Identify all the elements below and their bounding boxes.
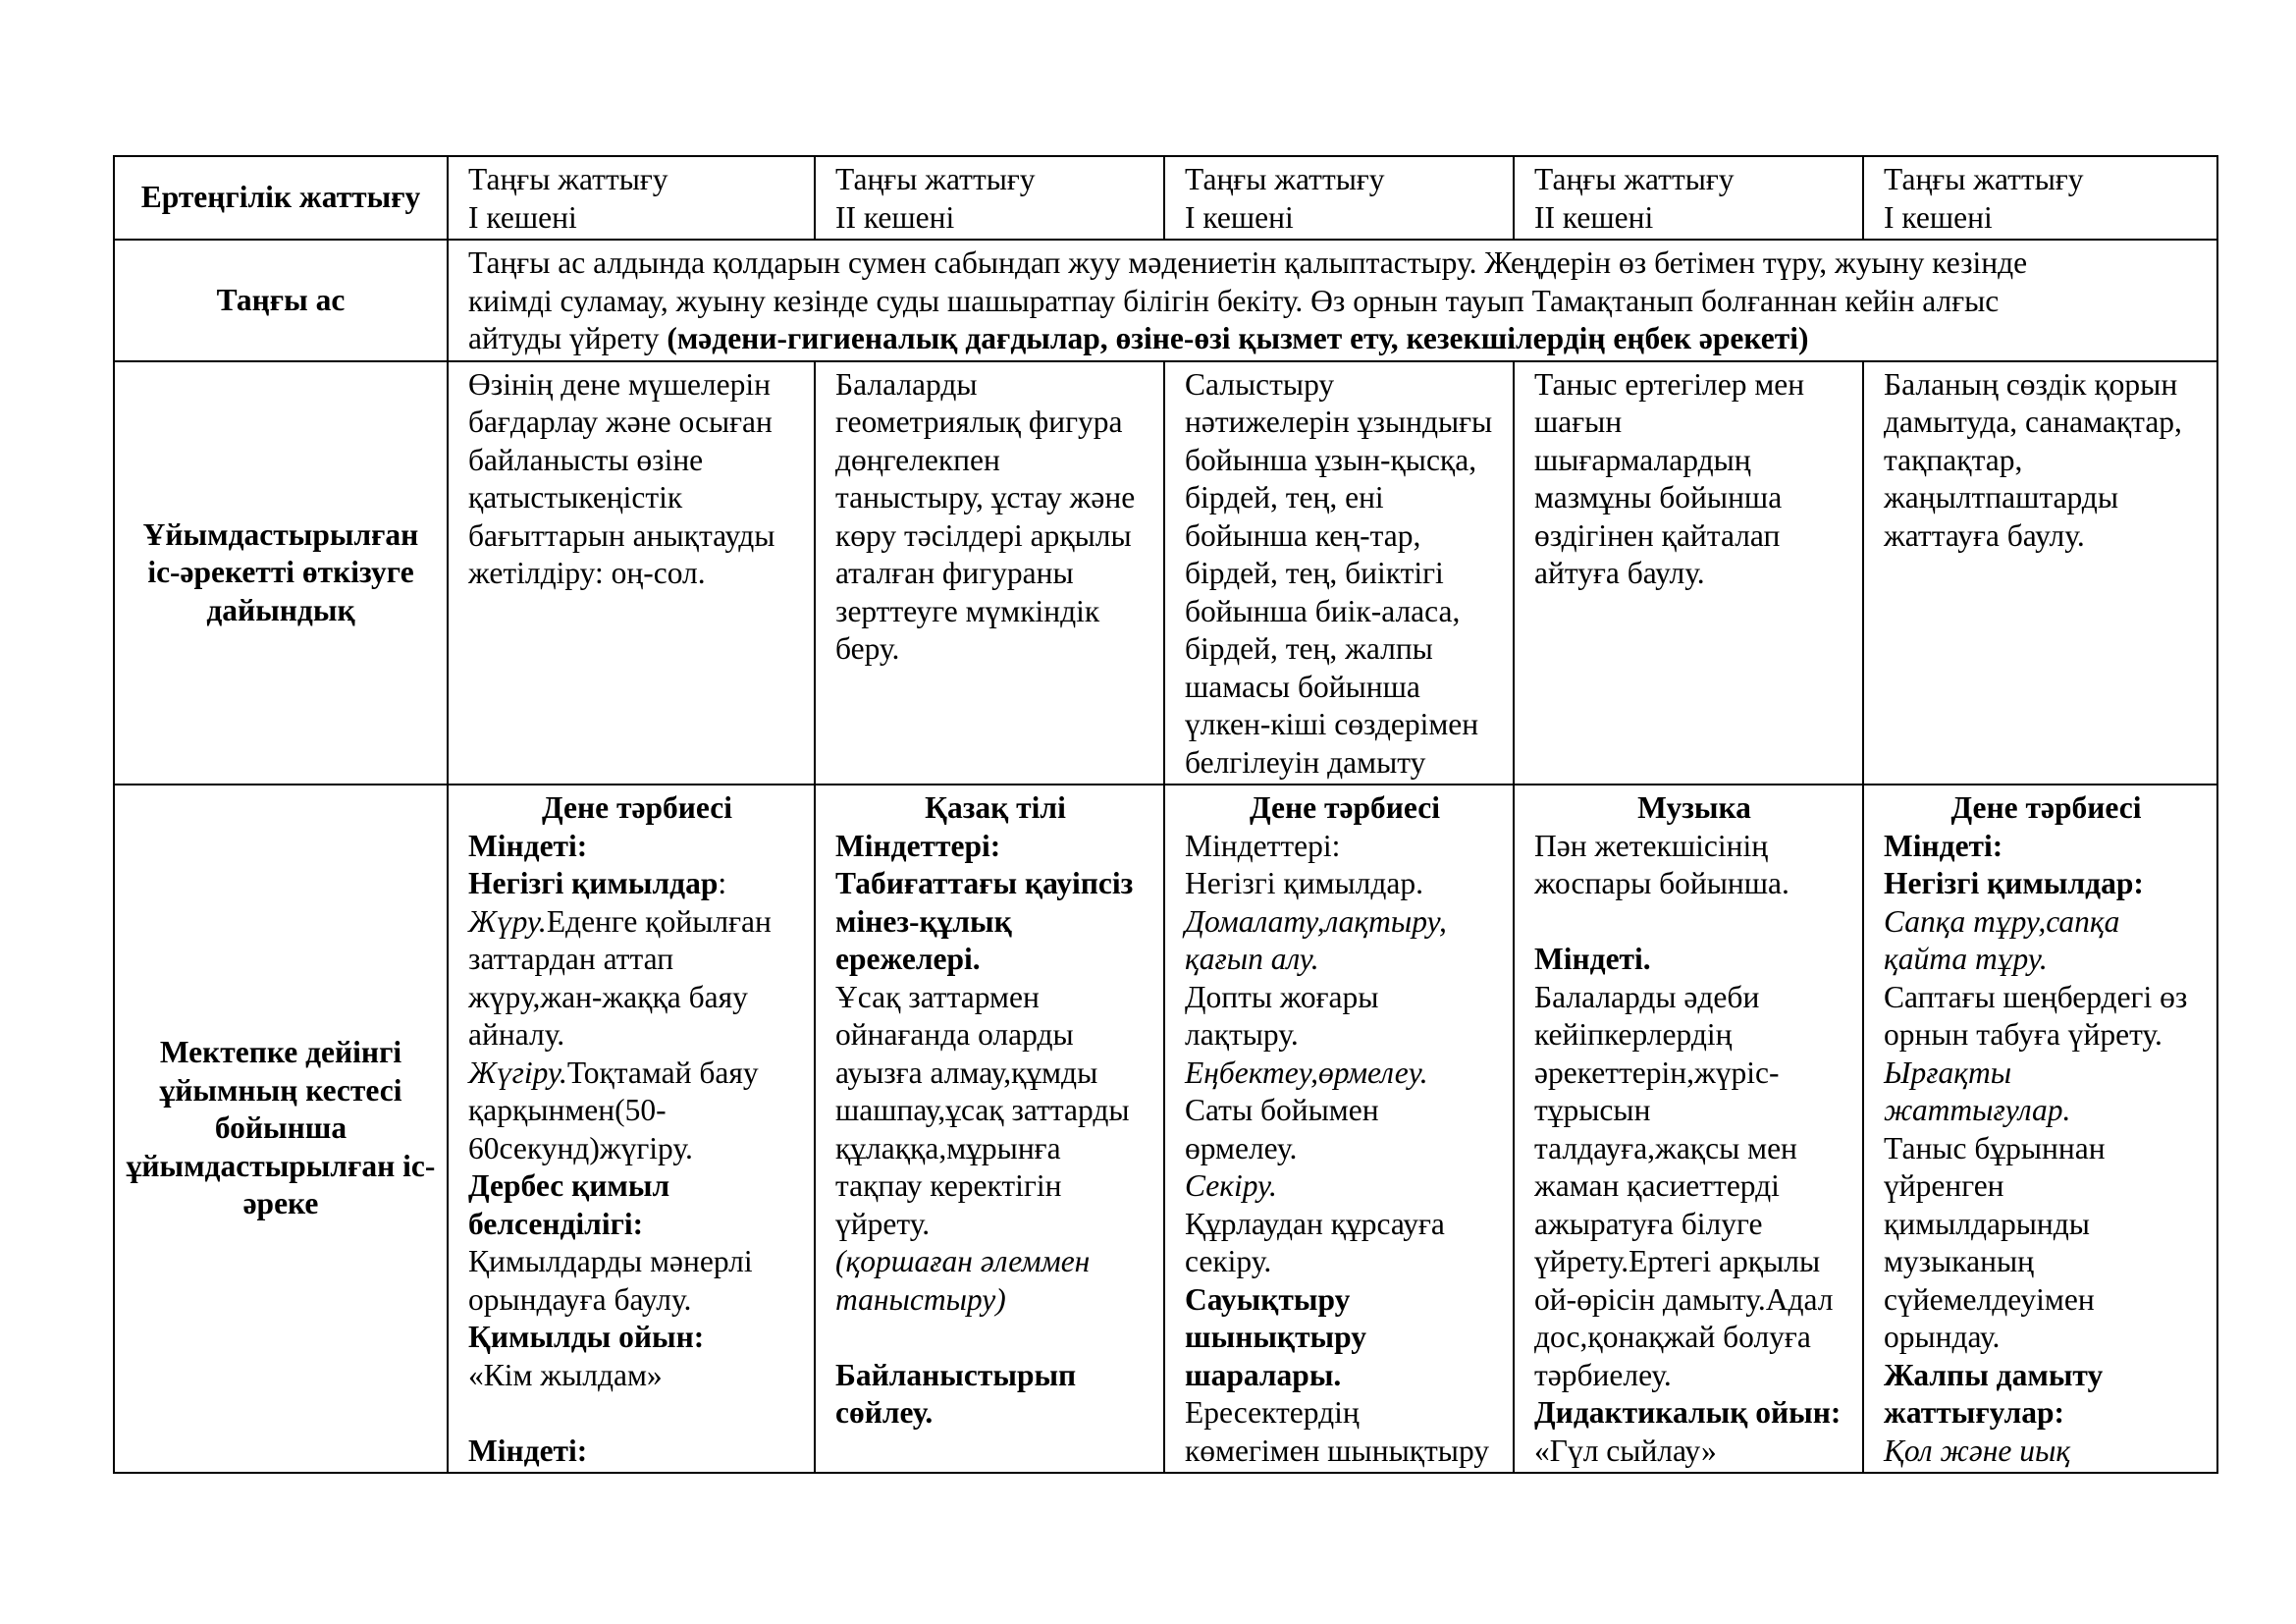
cell-text-line: Міндеті:	[468, 828, 588, 863]
cell-text-line: үйрету.	[835, 1206, 931, 1241]
cell-text-line: Міндеті:	[1884, 828, 2003, 863]
cell-text-line: «Гүл сыйлау»	[1534, 1433, 1717, 1468]
cell-prep-3	[1164, 361, 1514, 785]
cell-text-line: :	[718, 866, 727, 900]
breakfast-skills-note: (мәдени-гигиеналық дағдылар, өзіне-өзі қызмет ету, кезекшілердің еңбек әрекеті)	[667, 321, 1809, 355]
cell-text-line: бойынша биік-аласа,	[1185, 593, 1461, 628]
cell-text-line: көмегімен шынықтыру	[1185, 1433, 1490, 1468]
cell-text-line: бойынша кең-тар,	[1185, 517, 1421, 553]
cell-text-line: Жүру.	[468, 903, 547, 939]
cell-text-line: дос,қонақжай болуға	[1534, 1320, 1811, 1354]
cell-text-line: мазмұны бойынша	[1534, 480, 1783, 514]
cell-activity-music	[1514, 785, 1863, 1473]
cell-exercise-4	[1514, 156, 1863, 240]
cell-text-line: киімді суламау, жуыну кезінде суды шашыратпау білігін бекіту. Өз орнын тауып Тамақтанып болғаннан кейін алғыс	[468, 283, 2000, 318]
cell-text-line: орнын табуға үйрету.	[1884, 1017, 2163, 1052]
cell-text-line: геометриялық фигура	[835, 405, 1123, 439]
row-header-organized-activity	[114, 785, 448, 1473]
cell-text-line: таныстыру)	[835, 1281, 1006, 1317]
row-header-breakfast: Таңғы ас	[114, 240, 448, 361]
cell-text-line: тәрбиелеу.	[1534, 1357, 1672, 1392]
cell-text-line: Міндеті.	[1534, 942, 1651, 976]
cell-text-line: Таныс бұрыннан	[1884, 1130, 2106, 1165]
cell-text-line: ұйымдастырылған іс-	[126, 1148, 436, 1183]
cell-text-line: іс-әрекетті өткізуге	[147, 555, 414, 589]
cell-text-line: Құрлаудан құрсауға	[1185, 1206, 1445, 1241]
cell-exercise-2	[815, 156, 1164, 240]
cell-text-line: Таңғы жаттығу	[1884, 162, 2084, 196]
blank-line	[1534, 903, 1854, 942]
row-header-morning-exercise: Ертеңгілік жаттығу	[114, 156, 448, 240]
cell-text-line: Таныс ертегілер мен	[1534, 366, 1805, 402]
cell-text-line: қарқынмен(50-	[468, 1093, 667, 1127]
cell-text-line: Негізгі қимылдар:	[1884, 866, 2144, 900]
cell-text-line: Таңғы ас алдында қолдарын сумен сабындап жуу мәдениетін қалыптастыру. Жеңдерін өз бетімен түру, жуыну кезінде	[468, 245, 2028, 280]
cell-text-line: Дидактикалық ойын:	[1534, 1395, 1842, 1430]
cell-text-line: І кешені	[468, 199, 577, 235]
cell-text-line: Мектепке дейінгі	[159, 1035, 402, 1070]
blank-line	[835, 1319, 1155, 1357]
cell-exercise-5	[1863, 156, 2217, 240]
cell-text-line: шынықтыру	[1185, 1320, 1367, 1354]
cell-prep-5	[1863, 361, 2217, 785]
cell-text-line: ойнағанда оларды	[835, 1017, 1074, 1052]
cell-text-line: жетілдіру: оң-сол.	[468, 556, 706, 590]
cell-text-line: Еңбектеу,өрмелеу.	[1185, 1055, 1428, 1090]
subject-title: Дене тәрбиесі	[1249, 790, 1440, 825]
cell-text-line: Байланыстырып	[835, 1357, 1077, 1392]
cell-activity-physical-2	[1164, 785, 1514, 1473]
cell-text-line: Ересектердің	[1185, 1395, 1360, 1430]
schedule-table	[113, 155, 2218, 1474]
cell-text-line: орындауға баулу.	[468, 1281, 692, 1317]
cell-text-line: бірдей, тең, биіктігі	[1185, 556, 1444, 590]
cell-text-line: Ұйымдастырылған	[142, 516, 419, 552]
cell-text-line: Табиғаттағы қауіпсіз	[835, 866, 1134, 900]
cell-text-line: қатыстыкеңістік	[468, 480, 683, 514]
cell-prep-2	[815, 361, 1164, 785]
cell-text-line: Сауықтыру	[1185, 1281, 1351, 1317]
cell-text-line: бағдарлау және осыған	[468, 405, 773, 439]
subject-title: Музыка	[1637, 790, 1751, 825]
cell-text-line: әрекеттерін,жүріс-	[1534, 1055, 1780, 1090]
row-organized-activity	[114, 785, 2217, 1473]
cell-exercise-3	[1164, 156, 1514, 240]
cell-text-line: беру.	[835, 631, 900, 666]
cell-text-line: Негізгі қимылдар	[468, 866, 719, 900]
cell-text-line: Ырғақты	[1884, 1055, 2012, 1090]
cell-text-line: ауызға алмау,құмды	[835, 1055, 1098, 1090]
cell-text-line: музыканың	[1884, 1244, 2034, 1278]
cell-text-line: Қимылдарды мәнерлі	[468, 1244, 753, 1278]
cell-text-line: І кешені	[1185, 199, 1294, 235]
cell-text-line: орындау.	[1884, 1320, 2001, 1354]
cell-text-line: Міндеттері:	[835, 828, 1001, 863]
cell-text-line: Жалпы дамыту	[1884, 1357, 2104, 1392]
cell-text-line: Саптағы шеңбердегі өз	[1884, 979, 2188, 1014]
cell-text-line: жүру,жан-жаққа баяу	[468, 979, 748, 1014]
cell-text-line: жоспары бойынша.	[1534, 866, 1789, 900]
cell-text-line: Ұсақ заттармен	[835, 979, 1040, 1014]
cell-text-line: Таңғы жаттығу	[1185, 162, 1385, 196]
cell-text-line: Тоқтамай баяу	[566, 1055, 759, 1090]
cell-text-line: Еденге қойылған	[546, 903, 772, 939]
cell-text-line: қайта тұру.	[1884, 942, 2048, 976]
cell-text-line: секіру.	[1185, 1244, 1272, 1278]
cell-text-line: бойынша	[214, 1110, 347, 1146]
cell-text-line: Міндеті:	[468, 1433, 588, 1468]
cell-text-line: Баланың сөздік қорын	[1884, 366, 2178, 402]
cell-text-line: дайындық	[206, 592, 355, 627]
cell-breakfast-text	[448, 240, 2217, 361]
cell-text-line: ұйымның кестесі	[159, 1072, 402, 1108]
cell-text-line: Таңғы жаттығу	[1534, 162, 1735, 196]
cell-text-line: белсенділігі:	[468, 1206, 644, 1241]
cell-prep-4	[1514, 361, 1863, 785]
cell-prep-1	[448, 361, 815, 785]
cell-text-line: Өзінің дене мүшелерін	[468, 366, 771, 402]
cell-text-line: үйренген	[1884, 1168, 2004, 1203]
cell-text-line: Қимылды ойын:	[468, 1320, 705, 1354]
cell-exercise-1	[448, 156, 815, 240]
subject-title: Қазақ тілі	[925, 790, 1066, 825]
cell-text-line: кейіпкерлердің	[1534, 1017, 1733, 1052]
cell-text-line: «Кім жылдам»	[468, 1357, 663, 1392]
cell-text-line: ережелері.	[835, 942, 981, 976]
cell-text-line: нәтижелерін ұзындығы	[1185, 405, 1493, 439]
cell-text-line: Қол және иық	[1884, 1433, 2071, 1468]
cell-text-line: Негізгі қимылдар.	[1185, 866, 1424, 900]
cell-text-line: ой-өрісін дамыту.Адал	[1534, 1281, 1834, 1317]
cell-text-line: әреке	[242, 1186, 319, 1221]
cell-text-line: шығармалардың	[1534, 442, 1751, 477]
cell-text-line: тақпау керектігін	[835, 1168, 1062, 1203]
blank-line	[468, 1394, 806, 1433]
cell-text-line: Міндеттері:	[1185, 828, 1341, 863]
cell-text-line: ажыратуға білуге	[1534, 1206, 1763, 1241]
cell-activity-kazakh	[815, 785, 1164, 1473]
cell-text-line: зерттеуге мүмкіндік	[835, 593, 1100, 628]
cell-text-line: жаттығулар:	[1884, 1395, 2065, 1430]
row-header-preparation	[114, 361, 448, 785]
cell-activity-physical-3	[1863, 785, 2217, 1473]
cell-text-line: Таңғы жаттығу	[835, 162, 1036, 196]
cell-text-line: байланысты өзіне	[468, 442, 704, 477]
cell-text-line: шашпау,ұсақ заттарды	[835, 1093, 1130, 1127]
cell-text-line: заттардан аттап	[468, 942, 674, 976]
cell-text-line: бағыттарын анықтауды	[468, 517, 775, 553]
cell-text-line: мінез-құлық	[835, 903, 1012, 939]
cell-text-line: сөйлеу.	[835, 1395, 934, 1430]
cell-text-line: тұрысын	[1534, 1093, 1651, 1127]
row-morning-exercise	[114, 156, 2217, 240]
cell-text-line: белгілеуін дамыту	[1185, 744, 1426, 780]
cell-text-line: І кешені	[1884, 199, 1993, 235]
cell-text-line: Дербес қимыл	[468, 1168, 670, 1203]
cell-text-line: бірдей, тең, ені	[1185, 480, 1384, 514]
cell-text-line: жаттығулар.	[1884, 1093, 2071, 1127]
cell-text-line: дөңгелекпен	[835, 442, 1000, 477]
cell-text-line: қимылдарынды	[1884, 1206, 2090, 1241]
cell-text-line: Секіру.	[1185, 1168, 1277, 1203]
cell-text-line: Сапқа тұру,сапқа	[1884, 903, 2120, 939]
cell-text-line: құлаққа,мұрынға	[835, 1130, 1061, 1165]
cell-text-line: шаралары.	[1185, 1357, 1342, 1392]
cell-text-line: бірдей, тең, жалпы	[1185, 631, 1433, 666]
cell-text-line: Домалату,лақтыру,	[1185, 903, 1447, 939]
cell-text-line: Таңғы жаттығу	[468, 162, 668, 196]
cell-text-line: Саты бойымен	[1185, 1093, 1379, 1127]
subject-title: Дене тәрбиесі	[1950, 790, 2142, 825]
cell-text-line: аталған фигураны	[835, 556, 1074, 590]
cell-text-line: үйрету.Ертегі арқылы	[1534, 1244, 1821, 1278]
cell-text-line: шамасы бойынша	[1185, 669, 1420, 704]
cell-text-line: Жүгіру.	[468, 1055, 567, 1090]
cell-activity-physical-1	[448, 785, 815, 1473]
cell-text-line: Пән жетекшісінің	[1534, 828, 1769, 863]
cell-text-line: айтуды үйрету	[468, 321, 660, 355]
cell-text-line: 60секунд)жүгіру.	[468, 1130, 693, 1165]
row-preparation	[114, 361, 2217, 785]
cell-text-line: жаттауға баулу.	[1884, 517, 2085, 553]
cell-text-line: жаман қасиеттерді	[1534, 1168, 1780, 1203]
cell-text-line: өрмелеу.	[1185, 1130, 1298, 1165]
cell-text-line: бойынша ұзын-қысқа,	[1185, 442, 1477, 477]
cell-text-line: талдауға,жақсы мен	[1534, 1130, 1797, 1165]
cell-text-line: айналу.	[468, 1017, 565, 1052]
cell-text-line: тақпақтар,	[1884, 442, 2023, 477]
cell-text-line: өздігінен қайталап	[1534, 517, 1781, 553]
cell-text-line: Балаларды әдеби	[1534, 979, 1760, 1014]
cell-text-line: жаңылтпаштарды	[1884, 480, 2119, 514]
cell-text-line: дамытуда, санамақтар,	[1884, 405, 2182, 439]
cell-text-line: таныстыру, ұстау және	[835, 480, 1136, 514]
cell-text-line: (қоршаған әлеммен	[835, 1244, 1091, 1278]
cell-text-line: лақтыру.	[1185, 1017, 1299, 1052]
cell-text-line: қағып алу.	[1185, 942, 1319, 976]
cell-text-line: Допты жоғары	[1185, 979, 1379, 1014]
cell-text-line: айтуға баулу.	[1534, 556, 1705, 590]
cell-text-line: ІІ кешені	[1534, 199, 1654, 235]
cell-text-line: сүйемелдеуімен	[1884, 1281, 2095, 1317]
cell-text-line: Салыстыру	[1185, 366, 1335, 402]
subject-title: Дене тәрбиесі	[541, 790, 732, 825]
cell-text-line: Балаларды	[835, 366, 978, 402]
cell-text-line: шағын	[1534, 405, 1623, 439]
cell-text-line: ІІ кешені	[835, 199, 955, 235]
cell-text-line: үлкен-кіші сөздерімен	[1185, 707, 1479, 741]
row-breakfast	[114, 240, 2217, 361]
cell-text-line: көру тәсілдері арқылы	[835, 517, 1132, 553]
